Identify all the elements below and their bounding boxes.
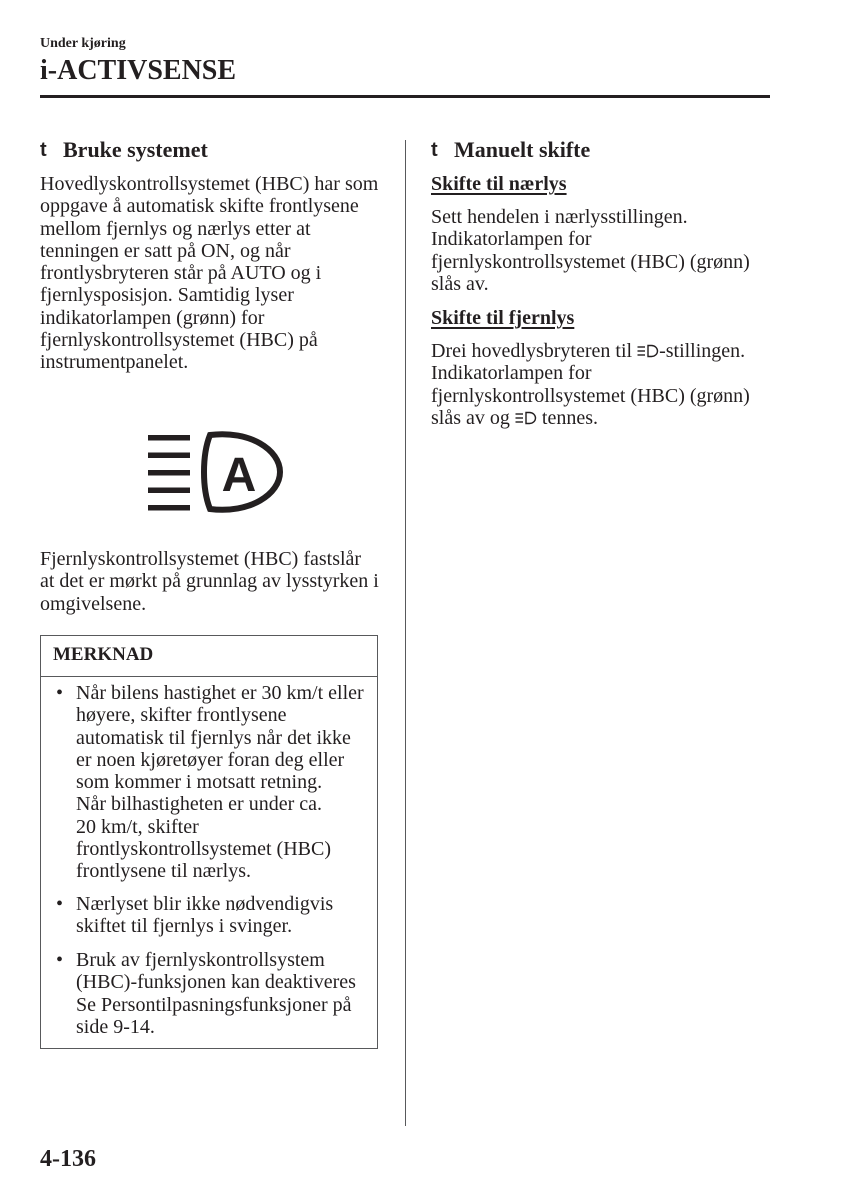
- text-line: som kommer i motsatt retning.: [76, 771, 323, 794]
- text-fragment: Drei hovedlysbryteren til: [431, 340, 638, 362]
- heading-manuelt-skifte: Manuelt skifte: [454, 137, 591, 162]
- text-line: [431, 340, 750, 362]
- text-line: fjernlyskontrollsystemet (HBC) (grønn): [431, 250, 750, 273]
- text-fragment: -stillingen.: [659, 340, 746, 362]
- text-line: frontlyskontrollsystemet (HBC): [76, 838, 331, 861]
- beam-bar: [148, 435, 190, 441]
- column-divider: [405, 140, 406, 1126]
- text-line: Når bilens hastighet er 30 km/t eller: [76, 682, 364, 704]
- note-bullet-1: [76, 682, 364, 883]
- text-line: side 9-14.: [76, 1015, 155, 1038]
- text-fragment: tennes.: [536, 406, 598, 429]
- text-line: Se Persontilpasningsfunksjoner på: [76, 993, 352, 1016]
- note-bullet-2: [76, 893, 333, 938]
- text-line: Når bilhastigheten er under ca.: [76, 793, 323, 816]
- text-line: oppgave å automatisk skifte frontlysene: [40, 195, 359, 218]
- beam-bar: [148, 488, 190, 494]
- bullet-glyph: •: [56, 893, 64, 915]
- section-label: Under kjøring: [40, 36, 126, 51]
- text-line: Bruk av fjernlyskontrollsystem: [76, 949, 325, 971]
- text-line: tenningen er satt på ON, og når: [40, 239, 291, 262]
- beam-bar: [148, 453, 190, 459]
- section-marker: t: [40, 139, 47, 161]
- title-rule: [40, 95, 770, 98]
- text-line: automatisk til fjernlys når det ikke: [76, 726, 351, 749]
- note-bullet-3: [76, 949, 356, 1038]
- text-line: fjernlysposisjon. Samtidig lyser: [40, 284, 294, 307]
- bullet-glyph: •: [56, 949, 64, 971]
- text-line: slås av.: [431, 272, 489, 295]
- high-beam-icon: [515, 411, 537, 425]
- bullet-glyph: •: [56, 682, 64, 704]
- text-line: instrumentpanelet.: [40, 351, 189, 374]
- text-line: fjernlyskontrollsystemet (HBC) på: [40, 329, 318, 352]
- high-beam-icon: [637, 344, 659, 358]
- high-beam-paragraph: [431, 340, 750, 429]
- page-title: i-ACTIVSENSE: [40, 55, 237, 86]
- auto-letter: A: [221, 449, 257, 502]
- text-line: Indikatorlampen for: [431, 362, 592, 385]
- beam-bar: [148, 470, 190, 476]
- text-line: omgivelsene.: [40, 592, 147, 615]
- text-line: mellom fjernlys og nærlys etter at: [40, 217, 311, 240]
- text-line: indikatorlampen (grønn) for: [40, 306, 265, 329]
- subheading-high-beam: Skifte til fjernlys: [431, 307, 575, 329]
- detection-paragraph: [40, 548, 379, 615]
- note-header: [41, 636, 377, 677]
- text-line: (HBC)-funksjonen kan deaktiveres: [76, 971, 356, 994]
- note-title: MERKNAD: [53, 644, 154, 665]
- text-line: frontlysene til nærlys.: [76, 860, 251, 883]
- text-line: frontlysbryteren står på AUTO og i: [40, 262, 322, 285]
- section-marker: t: [431, 139, 438, 161]
- text-line: 20 km/t, skifter: [76, 815, 199, 838]
- subheading-low-beam: Skifte til nærlys: [431, 173, 567, 195]
- text-fragment: slås av og: [431, 406, 515, 429]
- text-line: Indikatorlampen for: [431, 228, 592, 251]
- page-number: 4-136: [40, 1146, 96, 1172]
- text-line: skiftet til fjernlys i svinger.: [76, 915, 293, 938]
- text-line: høyere, skifter frontlysene: [76, 704, 287, 727]
- text-line: er noen kjøretøyer foran deg eller: [76, 748, 345, 771]
- text-line: at det er mørkt på grunnlag av lysstyrken i: [40, 570, 379, 593]
- text-line: Nærlyset blir ikke nødvendigvis: [76, 893, 334, 915]
- intro-paragraph: [40, 173, 378, 374]
- heading-bruke-systemet: Bruke systemet: [63, 137, 208, 162]
- text-line: fjernlyskontrollsystemet (HBC) (grønn): [431, 384, 750, 407]
- auto-high-beam-indicator-icon: [140, 425, 290, 520]
- text-line: Fjernlyskontrollsystemet (HBC) fastslår: [40, 548, 362, 570]
- text-line: Hovedlyskontrollsystemet (HBC) har som: [40, 173, 379, 195]
- beam-bar: [148, 505, 190, 511]
- low-beam-paragraph: [431, 206, 750, 295]
- text-line: Sett hendelen i nærlysstillingen.: [431, 206, 688, 228]
- text-line: [431, 407, 750, 429]
